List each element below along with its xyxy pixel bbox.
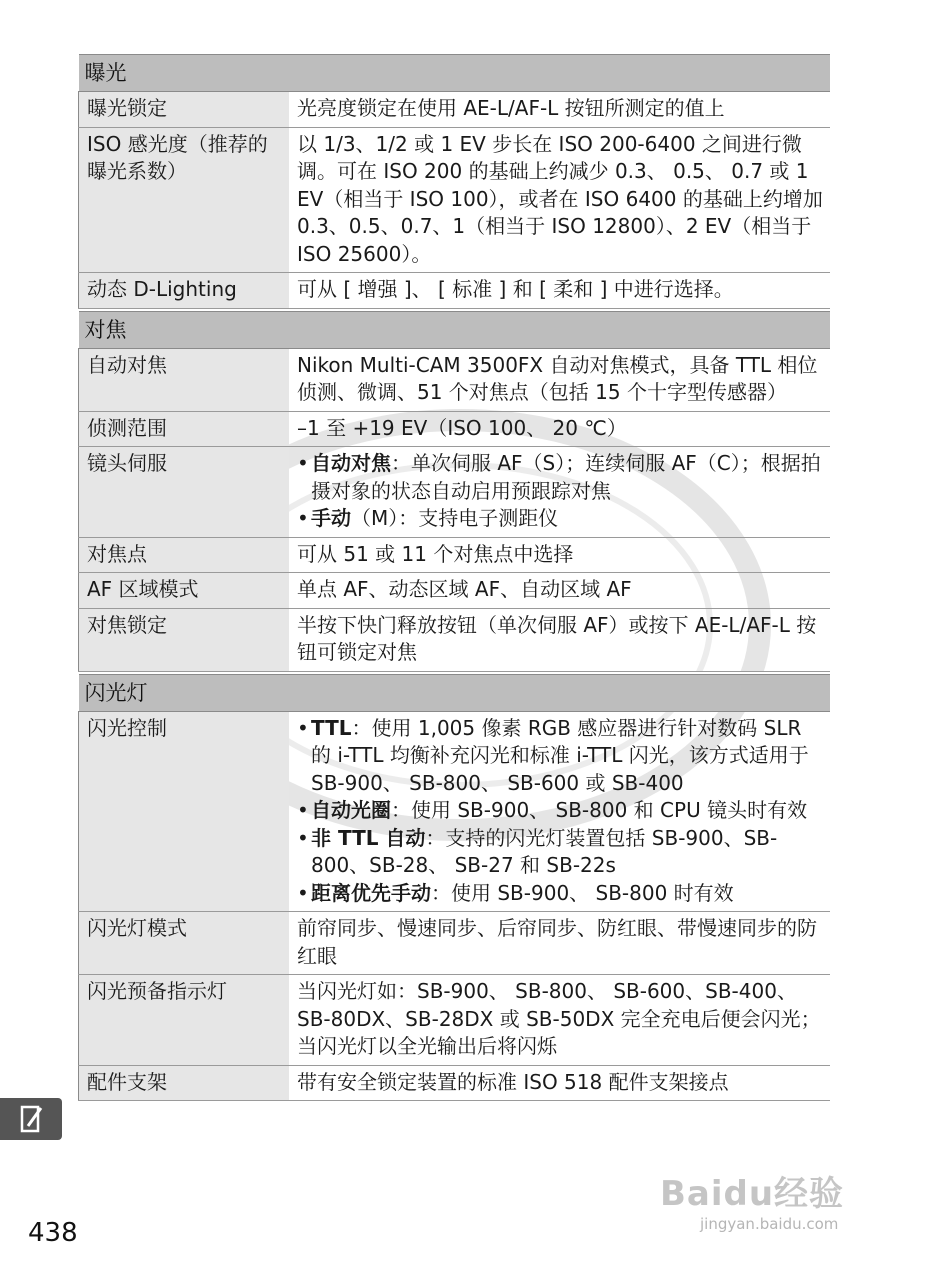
table-row bbox=[79, 573, 831, 609]
row-label: 闪光预备指示灯 bbox=[79, 975, 290, 1066]
row-label: 自动对焦 bbox=[79, 348, 290, 411]
bullet-text: ：使用 1,005 像素 RGB 感应器进行针对数码 SLR 的 i-TTL 均衡补充闪光和标准 i-TTL 闪光，该方式适用于 SB-900、 SB-800、 SB-600 或 SB-400 bbox=[311, 715, 809, 795]
table-row bbox=[79, 92, 831, 128]
row-label: 闪光控制 bbox=[79, 711, 290, 912]
bullet-list bbox=[297, 715, 824, 908]
bullet-term: TTL bbox=[311, 715, 352, 740]
bullet-term: 手动 bbox=[311, 506, 351, 530]
row-label: 镜头伺服 bbox=[79, 447, 290, 538]
row-value: 可从 51 或 11 个对焦点中选择 bbox=[289, 537, 830, 573]
baidu-logo: Baidu经验 bbox=[660, 1174, 845, 1214]
pencil-note-icon bbox=[20, 1104, 44, 1134]
table-row bbox=[79, 1065, 831, 1101]
section-header-exposure: 曝光 bbox=[79, 55, 831, 92]
row-value: 可从 [ 增强 ]、 [ 标准 ] 和 [ 柔和 ] 中进行选择。 bbox=[289, 273, 830, 309]
row-value bbox=[289, 447, 830, 538]
table-row bbox=[79, 912, 831, 975]
row-label: 配件支架 bbox=[79, 1065, 290, 1101]
bullet-item bbox=[297, 825, 824, 880]
bullet-term: 非 TTL 自动 bbox=[311, 825, 426, 850]
row-label: 曝光锁定 bbox=[79, 92, 290, 128]
row-label: AF 区域模式 bbox=[79, 573, 290, 609]
bullet-term: 距离优先手动 bbox=[311, 880, 431, 905]
row-value bbox=[289, 711, 830, 912]
table-row bbox=[79, 273, 831, 309]
row-value: 半按下快门释放按钮（单次伺服 AF）或按下 AE-L/AF-L 按钮可锁定对焦 bbox=[289, 608, 830, 671]
row-label: 对焦锁定 bbox=[79, 608, 290, 671]
table-row bbox=[79, 348, 831, 411]
baidu-watermark bbox=[660, 1166, 880, 1246]
row-label: 侦测范围 bbox=[79, 411, 290, 447]
table-row bbox=[79, 975, 831, 1066]
row-value: 以 1/3、1/2 或 1 EV 步长在 ISO 200-6400 之间进行微调。可在 ISO 200 的基础上约减少 0.3、 0.5、 0.7 或 1 EV（相当于 ISO 100），或者在 ISO 6400 的基础上约增加 0.3、0.5、0.7、1（相当于 ISO 12800）、2 EV（相当于 ISO 25600）。 bbox=[289, 127, 830, 273]
row-label: 动态 D-Lighting bbox=[79, 273, 290, 309]
row-value: 光亮度锁定在使用 AE-L/AF-L 按钮所测定的值上 bbox=[289, 92, 830, 128]
row-label: 对焦点 bbox=[79, 537, 290, 573]
table-row bbox=[79, 537, 831, 573]
page-number: 438 bbox=[28, 1218, 78, 1248]
bullet-term: 自动光圈 bbox=[311, 798, 391, 822]
bullet-text: ：使用 SB-900、 SB-800 和 CPU 镜头时有效 bbox=[391, 798, 808, 822]
bullet-term: 自动对焦 bbox=[311, 451, 391, 475]
table-row bbox=[79, 447, 831, 538]
row-value: –1 至 +19 EV（ISO 100、 20 ℃） bbox=[289, 411, 830, 447]
row-value: 当闪光灯如：SB-900、 SB-800、 SB-600、SB-400、SB-80DX、SB-28DX 或 SB-50DX 完全充电后便会闪光；当闪光灯以全光输出后将闪烁 bbox=[289, 975, 830, 1066]
bullet-text: （M）：支持电子测距仪 bbox=[351, 506, 559, 530]
bullet-item bbox=[297, 505, 824, 533]
row-label: 闪光灯模式 bbox=[79, 912, 290, 975]
bullet-item bbox=[297, 450, 824, 505]
baidu-url: jingyan.baidu.com bbox=[700, 1215, 839, 1233]
spec-table bbox=[78, 54, 830, 1101]
bullet-item bbox=[297, 797, 824, 825]
table-row bbox=[79, 127, 831, 273]
table-row bbox=[79, 608, 831, 671]
section-header-flash: 闪光灯 bbox=[79, 674, 831, 711]
bullet-text: ：支持的闪光灯装置包括 SB-900、SB-800、SB-28、 SB-27 和 SB-22s bbox=[311, 825, 778, 877]
table-row bbox=[79, 411, 831, 447]
bullet-item bbox=[297, 715, 824, 798]
section-header-focus: 对焦 bbox=[79, 311, 831, 348]
row-value: 单点 AF、动态区域 AF、自动区域 AF bbox=[289, 573, 830, 609]
bullet-list bbox=[297, 450, 824, 533]
table-row bbox=[79, 711, 831, 912]
bullet-text: ：使用 SB-900、 SB-800 时有效 bbox=[431, 880, 734, 905]
chapter-side-tab bbox=[0, 1098, 62, 1140]
bullet-text: ：单次伺服 AF（S）；连续伺服 AF（C）；根据拍摄对象的状态自动启用预跟踪对焦 bbox=[311, 451, 821, 503]
row-label: ISO 感光度（推荐的曝光系数） bbox=[79, 127, 290, 273]
row-value: 前帘同步、慢速同步、后帘同步、防红眼、带慢速同步的防红眼 bbox=[289, 912, 830, 975]
row-value: Nikon Multi-CAM 3500FX 自动对焦模式，具备 TTL 相位侦测、微调、51 个对焦点（包括 15 个十字型传感器） bbox=[289, 348, 830, 411]
bullet-item bbox=[297, 880, 824, 908]
row-value: 带有安全锁定装置的标准 ISO 518 配件支架接点 bbox=[289, 1065, 830, 1101]
